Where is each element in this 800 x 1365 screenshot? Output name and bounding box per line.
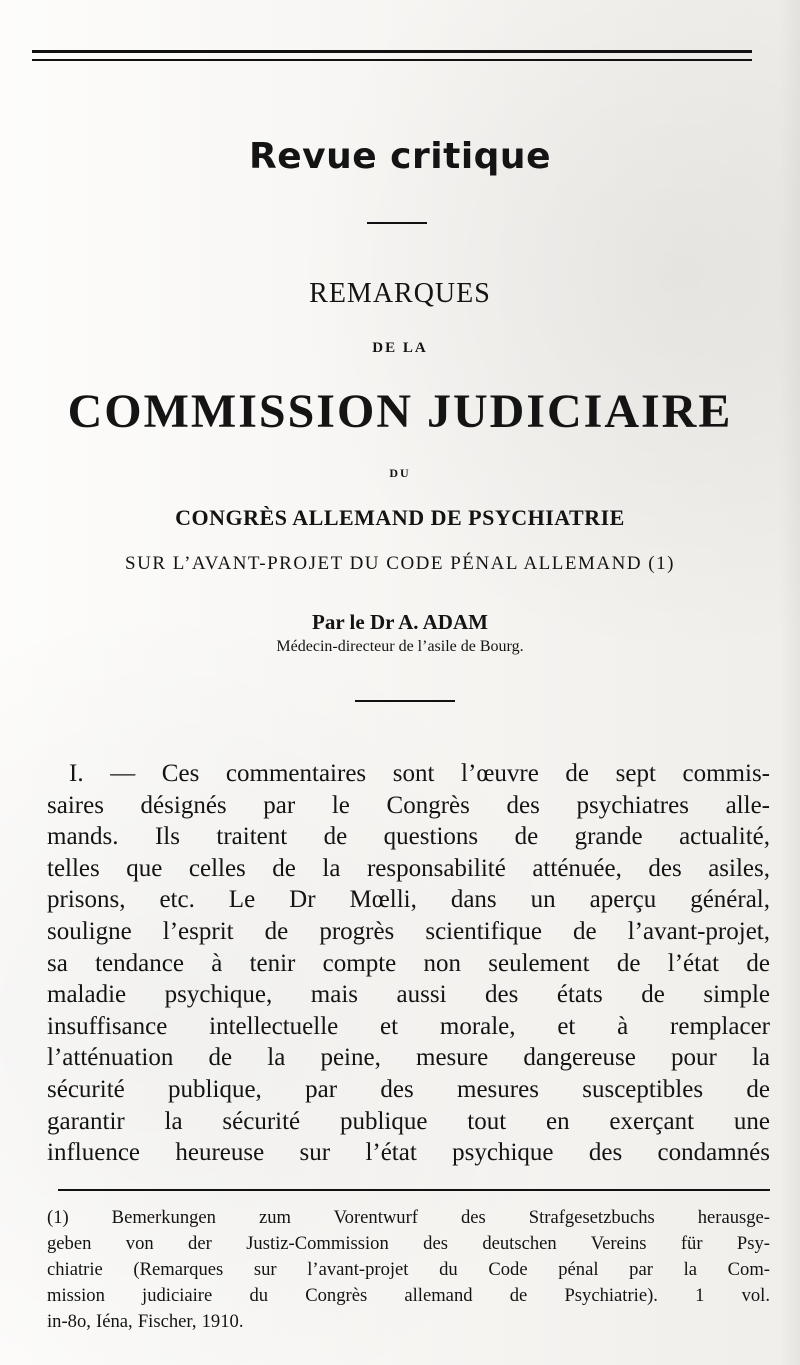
body-line: influence heureuse sur l’état psychique des condamnés xyxy=(47,1139,770,1167)
body-line: sa tendance à tenir compte non seulement de l’état de xyxy=(47,949,770,977)
footnote-line: geben von der Justiz-Commission des deutschen Vereins für Psy- xyxy=(47,1233,770,1254)
body-line: prisons, etc. Le Dr Mœlli, dans un aperçu général, xyxy=(47,886,770,914)
footnote-line: in-8o, Iéna, Fischer, 1910. xyxy=(47,1311,244,1332)
footnote-line: mission judiciaire du Congrès allemand de Psychiatrie). 1 vol. xyxy=(47,1285,770,1306)
author-affiliation: Médecin-directeur de l’asile de Bourg. xyxy=(276,638,524,655)
section-title: Revue critique xyxy=(249,136,551,177)
byline-divider xyxy=(355,700,455,702)
body-line: souligne l’esprit de progrès scientifique de l’avant-projet, xyxy=(47,917,770,945)
title-line-commission: COMMISSION JUDICIAIRE xyxy=(67,385,733,438)
body-line: maladie psychique, mais aussi des états de simple xyxy=(47,981,770,1009)
title-line-avant-projet: SUR L’AVANT-PROJET DU CODE PÉNAL ALLEMAND (1) xyxy=(125,553,675,574)
title-line-du: DU xyxy=(389,466,411,480)
title-line-remarques: REMARQUES xyxy=(309,278,491,309)
footnote-separator xyxy=(58,1189,770,1191)
footnote-line: chiatrie (Remarques sur l’avant-projet du Code pénal par la Com- xyxy=(47,1259,770,1280)
footnote-line: (1) Bemerkungen zum Vorentwurf des Strafgesetzbuchs herausge- xyxy=(47,1207,770,1228)
top-rule-primary xyxy=(32,50,752,53)
body-text xyxy=(47,758,770,1169)
body-line: saires désignés par le Congrès des psychiatres alle- xyxy=(47,791,770,819)
body-line: sécurité publique, par des mesures susceptibles de xyxy=(47,1075,770,1103)
body-line: telles que celles de la responsabilité atténuée, des asiles, xyxy=(47,854,770,882)
title-line-congres: CONGRÈS ALLEMAND DE PSYCHIATRIE xyxy=(175,505,625,530)
body-line: mands. Ils traitent de questions de grande actualité, xyxy=(47,823,770,851)
footnote xyxy=(47,1205,770,1335)
title-line-de-la: DE LA xyxy=(372,340,428,356)
author-byline: Par le Dr A. ADAM xyxy=(312,610,488,634)
top-rule-secondary xyxy=(32,59,752,61)
page-edge-shadow xyxy=(780,0,800,1365)
body-line: garantir la sécurité publique tout en exerçant une xyxy=(47,1107,770,1135)
title-divider xyxy=(367,222,427,224)
body-line: I. — Ces commentaires sont l’œuvre de sept commis- xyxy=(69,760,770,787)
body-line: insuffisance intellectuelle et morale, et à remplacer xyxy=(47,1012,770,1040)
body-line: l’atténuation de la peine, mesure dangereuse pour la xyxy=(47,1044,770,1072)
